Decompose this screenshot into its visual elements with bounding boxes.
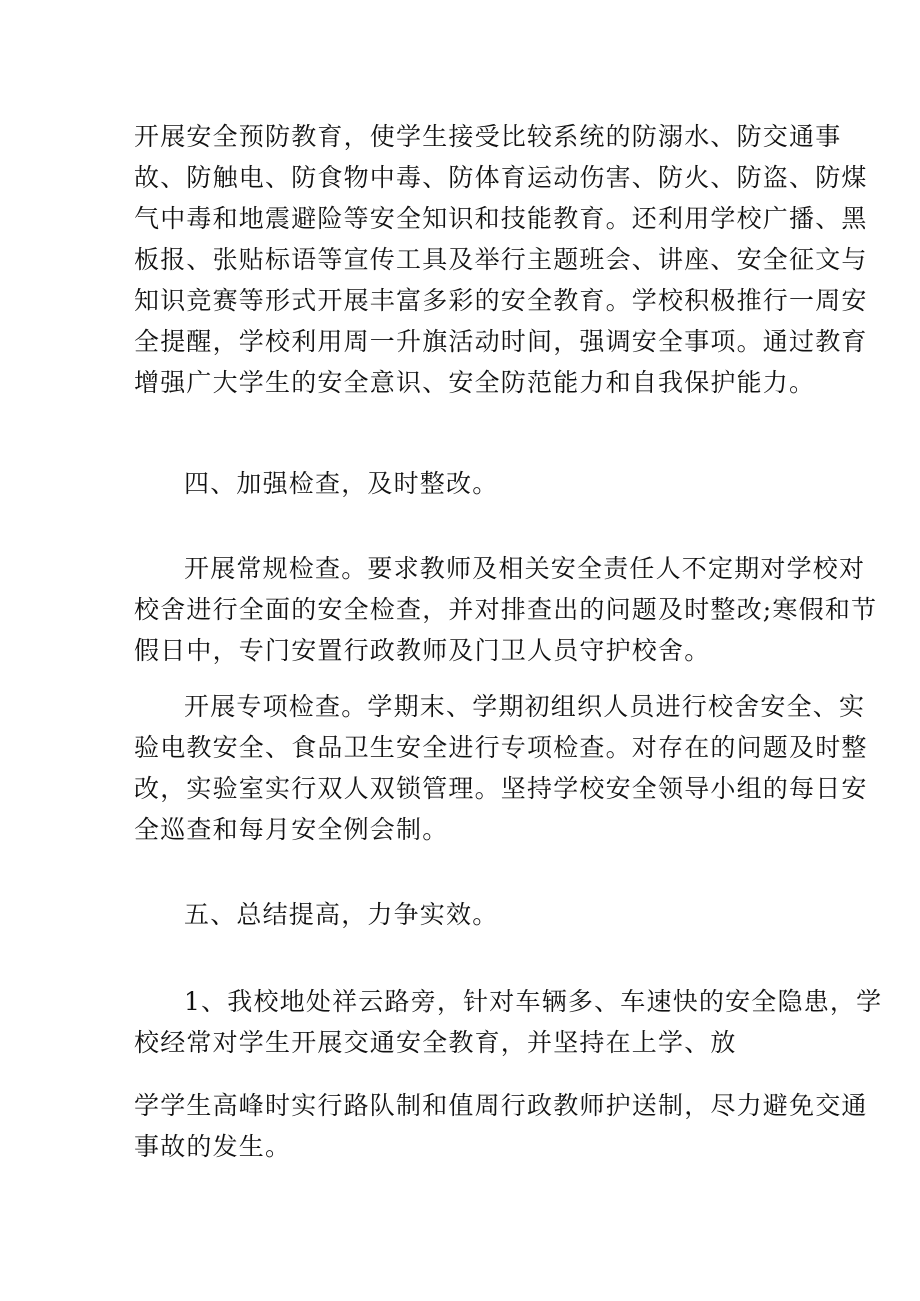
- text-line: 校经常对学生开展交通安全教育，并坚持在上学、放: [134, 1028, 737, 1057]
- text-line: 开展专项检查。学期末、学期初组织人员进行校舍安全、实: [184, 692, 866, 721]
- text-line: 开展常规检查。要求教师及相关安全责任人不定期对学校对: [184, 554, 866, 583]
- text-line: 校舍进行全面的安全检查，并对排查出的问题及时整改;寒假和节: [134, 595, 878, 624]
- text-line: 全巡查和每月安全例会制。: [134, 815, 449, 844]
- heading-text: 四、加强检查，及时整改。: [184, 469, 499, 498]
- text-line: 学学生高峰时实行路队制和值周行政教师护送制，尽力避免交通: [134, 1091, 868, 1120]
- paragraph-routine-inspection: [134, 548, 878, 671]
- section-heading-5: [134, 894, 794, 935]
- paragraph-safety-education: [134, 116, 868, 403]
- text-line: 事故的发生。: [134, 1132, 292, 1161]
- text-line: 开展安全预防教育，使学生接受比较系统的防溺水、防交通事: [134, 122, 842, 151]
- text-line: 假日中，专门安置行政教师及门卫人员守护校舍。: [134, 636, 711, 665]
- text-line: 气中毒和地震避险等安全知识和技能教育。还利用学校广播、黑: [134, 204, 868, 233]
- heading-text: 五、总结提高，力争实效。: [184, 900, 499, 929]
- text-line: 故、防触电、防食物中毒、防体育运动伤害、防火、防盗、防煤: [134, 163, 868, 192]
- text-line: 板报、张贴标语等宣传工具及举行主题班会、讲座、安全征文与: [134, 245, 868, 274]
- paragraph-traffic-safety: [134, 981, 883, 1063]
- text-line: 验电教安全、食品卫生安全进行专项检查。对存在的问题及时整: [134, 733, 868, 762]
- text-line: 增强广大学生的安全意识、安全防范能力和自我保护能力。: [134, 368, 816, 397]
- text-line: 全提醒，学校利用周一升旗活动时间，强调安全事项。通过教育: [134, 327, 868, 356]
- paragraph-special-inspection: [134, 686, 868, 850]
- text-line: 改，实验室实行双人双锁管理。坚持学校安全领导小组的每日安: [134, 774, 868, 803]
- text-line: 1、我校地处祥云路旁，针对车辆多、车速快的安全隐患，学: [184, 987, 883, 1016]
- paragraph-traffic-safety-continued: [134, 1085, 868, 1167]
- section-heading-4: [134, 463, 794, 504]
- text-line: 知识竞赛等形式开展丰富多彩的安全教育。学校积极推行一周安: [134, 286, 868, 315]
